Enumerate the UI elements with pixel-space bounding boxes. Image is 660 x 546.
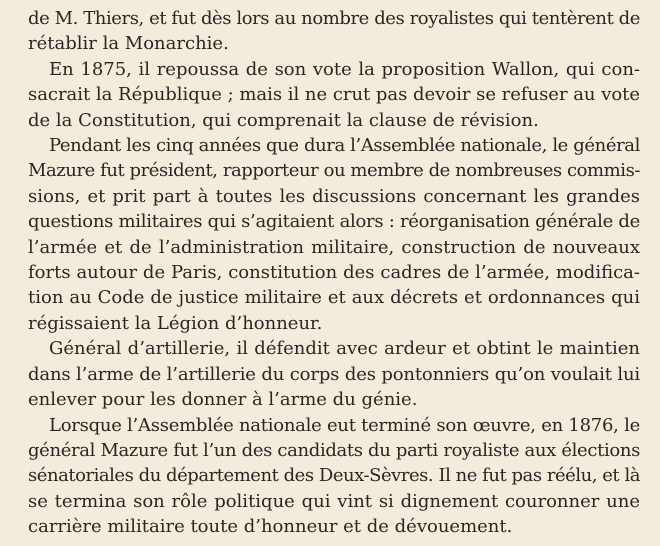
text-line: sacrait la République ; mais il ne crut pas devoir se refuser au vote [28,84,640,106]
text-line: Mazure fut président, rapporteur ou membre de nombreuses commis- [28,160,640,182]
text-line: de la Constitution, qui comprenait la clause de révision. [28,109,539,131]
text-line: tion au Code de justice militaire et aux décrets et ordonnances qui [28,287,640,309]
text-line: enlever pour les donner à l’arme du génie. [28,389,418,411]
text-line: l’armée et de l’administration militaire, construction de nouveaux [28,236,640,258]
text-line: questions militaires qui s’agitaient alors : réorganisation générale de [28,211,640,233]
text-line: En 1875, il repoussa de son vote la proposition Wallon, qui con- [49,58,640,80]
text-line: forts autour de Paris, constitution des cadres de l’armée, modifica- [28,262,640,284]
text-line: de M. Thiers, et fut dès lors au nombre des royalistes qui tentèrent de [28,8,640,29]
text-line: dans l’arme de l’artillerie du corps des pontonniers qu’on voulait lui [28,363,640,385]
text-line: rétablir la Monarchie. [28,33,229,55]
text-line: carrière militaire toute d’honneur et de dévouement. [28,516,513,538]
text-line: Lorsque l’Assemblée nationale eut terminé son œuvre, en 1876, le [49,414,640,436]
paragraph [28,133,640,336]
text-line: Pendant les cinq années que dura l’Assemblée nationale, le général [49,135,640,157]
text-line: sions, et prit part à toutes les discussions concernant les grandes [28,185,640,207]
text-line: général Mazure fut l’un des candidats du parti royaliste aux élections [28,439,640,461]
text-line: se termina son rôle politique qui vint si dignement couronner une [28,490,640,512]
paragraph [28,413,640,540]
text-line: sénatoriales du département des Deux-Sèvres. Il ne fut pas réélu, et là [28,465,640,487]
body-text [28,6,640,540]
paragraph [28,57,640,133]
paragraph [28,6,640,57]
paragraph [28,336,640,412]
text-line: Général d’artillerie, il défendit avec ardeur et obtint le maintien [49,338,640,360]
text-line: régissaient la Légion d’honneur. [28,312,323,334]
